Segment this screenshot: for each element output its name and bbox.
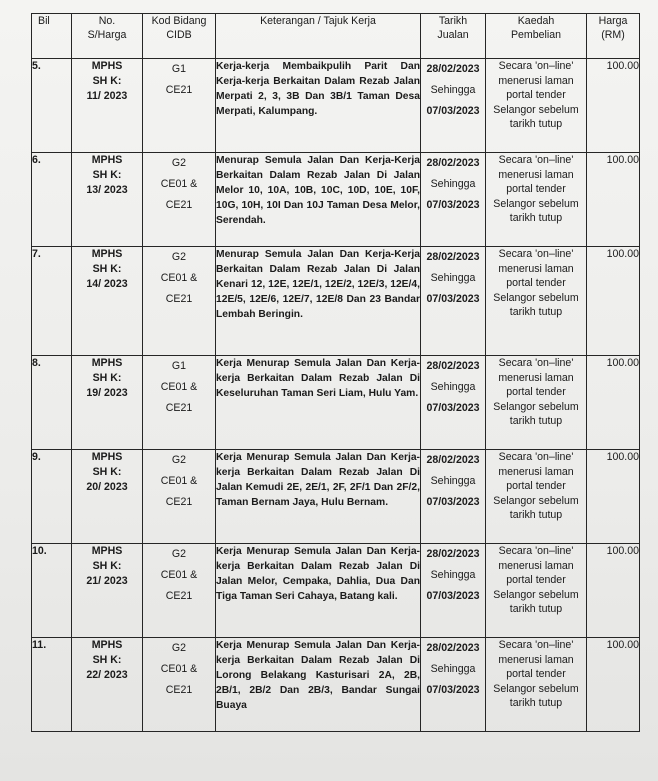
header-no: No. S/Harga xyxy=(72,14,143,59)
bil-cell: 6. xyxy=(32,153,72,247)
kod-cell: G1 CE01 & CE21 xyxy=(143,356,216,450)
table-row xyxy=(32,638,640,732)
ref-cell: MPHS SH K: 21/ 2023 xyxy=(72,544,143,638)
bil-cell: 11. xyxy=(32,638,72,732)
kod-cell: G2 CE01 & CE21 xyxy=(143,450,216,544)
table-row xyxy=(32,356,640,450)
ref-cell: MPHS SH K: 11/ 2023 xyxy=(72,59,143,153)
description-cell: Kerja Menurap Semula Jalan Dan Kerja-kerja Berkaitan Dalam Rezab Jalan Di Jalan Melor, Cempaka, Dahlia, Dua Dan Tiga Taman Seri Cahaya, Batang kali. xyxy=(216,544,421,638)
header-harga: Harga (RM) xyxy=(587,14,640,59)
ref-cell: MPHS SH K: 22/ 2023 xyxy=(72,638,143,732)
bil-cell: 7. xyxy=(32,247,72,356)
description-cell: Menurap Semula Jalan Dan Kerja-Kerja Berkaitan Dalam Rezab Jalan Di Jalan Melor 10, 10A, 10B, 10C, 10D, 10E, 10F, 10G, 10H, 10I Dan 10J Taman Desa Melor, Serendah. xyxy=(216,153,421,247)
kod-cell: G2 CE01 & CE21 xyxy=(143,544,216,638)
header-bil: Bil xyxy=(32,14,72,59)
ref-cell: MPHS SH K: 14/ 2023 xyxy=(72,247,143,356)
date-cell: 28/02/2023 Sehingga 07/03/2023 xyxy=(421,153,486,247)
bil-cell: 5. xyxy=(32,59,72,153)
date-cell: 28/02/2023 Sehingga 07/03/2023 xyxy=(421,544,486,638)
description-cell: Menurap Semula Jalan Dan Kerja-Kerja Berkaitan Dalam Rezab Jalan Di Jalan Kenari 12, 12E, 12E/1, 12E/2, 12E/3, 12E/4, 12E/5, 12E/6, 12E/7, 12E/8 Dan 23 Bandar Lembah Beringin. xyxy=(216,247,421,356)
price-cell: 100.00 xyxy=(587,450,640,544)
tender-table xyxy=(31,13,640,732)
method-cell: Secara 'on–line' menerusi laman portal tender Selangor sebelum tarikh tutup xyxy=(486,450,587,544)
kod-cell: G1 CE21 xyxy=(143,59,216,153)
price-cell: 100.00 xyxy=(587,247,640,356)
table-row xyxy=(32,544,640,638)
ref-cell: MPHS SH K: 19/ 2023 xyxy=(72,356,143,450)
header-row xyxy=(32,14,640,59)
ref-cell: MPHS SH K: 20/ 2023 xyxy=(72,450,143,544)
table-row xyxy=(32,153,640,247)
date-cell: 28/02/2023 Sehingga 07/03/2023 xyxy=(421,59,486,153)
method-cell: Secara 'on–line' menerusi laman portal tender Selangor sebelum tarikh tutup xyxy=(486,153,587,247)
kod-cell: G2 CE01 & CE21 xyxy=(143,638,216,732)
description-cell: Kerja Menurap Semula Jalan Dan Kerja-kerja Berkaitan Dalam Rezab Jalan Di Jalan Kemudi 2E, 2E/1, 2F, 2F/1 Dan 2F/2, Taman Bernam Jaya, Hulu Bernam. xyxy=(216,450,421,544)
method-cell: Secara 'on–line' menerusi laman portal tender Selangor sebelum tarikh tutup xyxy=(486,638,587,732)
kod-cell: G2 CE01 & CE21 xyxy=(143,153,216,247)
price-cell: 100.00 xyxy=(587,153,640,247)
method-cell: Secara 'on–line' menerusi laman portal tender Selangor sebelum tarikh tutup xyxy=(486,247,587,356)
bil-cell: 8. xyxy=(32,356,72,450)
table-row xyxy=(32,450,640,544)
method-cell: Secara 'on–line' menerusi laman portal tender Selangor sebelum tarikh tutup xyxy=(486,544,587,638)
date-cell: 28/02/2023 Sehingga 07/03/2023 xyxy=(421,638,486,732)
description-cell: Kerja Menurap Semula Jalan Dan Kerja-kerja Berkaitan Dalam Rezab Jalan Di Lorong Belakang Kasturisari 2A, 2B, 2B/1, 2B/2 Dan 2B/3, Bandar Sungai Buaya xyxy=(216,638,421,732)
description-cell: Kerja Menurap Semula Jalan Dan Kerja-kerja Berkaitan Dalam Rezab Jalan Di Keseluruhan Taman Seri Liam, Hulu Yam. xyxy=(216,356,421,450)
ref-cell: MPHS SH K: 13/ 2023 xyxy=(72,153,143,247)
price-cell: 100.00 xyxy=(587,356,640,450)
date-cell: 28/02/2023 Sehingga 07/03/2023 xyxy=(421,356,486,450)
price-cell: 100.00 xyxy=(587,638,640,732)
method-cell: Secara 'on–line' menerusi laman portal tender Selangor sebelum tarikh tutup xyxy=(486,356,587,450)
table-row xyxy=(32,59,640,153)
header-kaedah: Kaedah Pembelian xyxy=(486,14,587,59)
price-cell: 100.00 xyxy=(587,59,640,153)
date-cell: 28/02/2023 Sehingga 07/03/2023 xyxy=(421,450,486,544)
header-kod-bidang: Kod Bidang CIDB xyxy=(143,14,216,59)
date-cell: 28/02/2023 Sehingga 07/03/2023 xyxy=(421,247,486,356)
header-keterangan: Keterangan / Tajuk Kerja xyxy=(216,14,421,59)
description-cell: Kerja-kerja Membaikpulih Parit Dan Kerja-kerja Berkaitan Dalam Rezab Jalan Merpati 2, 3, 3B Dan 3B/1 Taman Desa Merpati, Kalumpang. xyxy=(216,59,421,153)
kod-cell: G2 CE01 & CE21 xyxy=(143,247,216,356)
method-cell: Secara 'on–line' menerusi laman portal tender Selangor sebelum tarikh tutup xyxy=(486,59,587,153)
price-cell: 100.00 xyxy=(587,544,640,638)
bil-cell: 9. xyxy=(32,450,72,544)
table-row xyxy=(32,247,640,356)
bil-cell: 10. xyxy=(32,544,72,638)
header-tarikh: Tarikh Jualan xyxy=(421,14,486,59)
